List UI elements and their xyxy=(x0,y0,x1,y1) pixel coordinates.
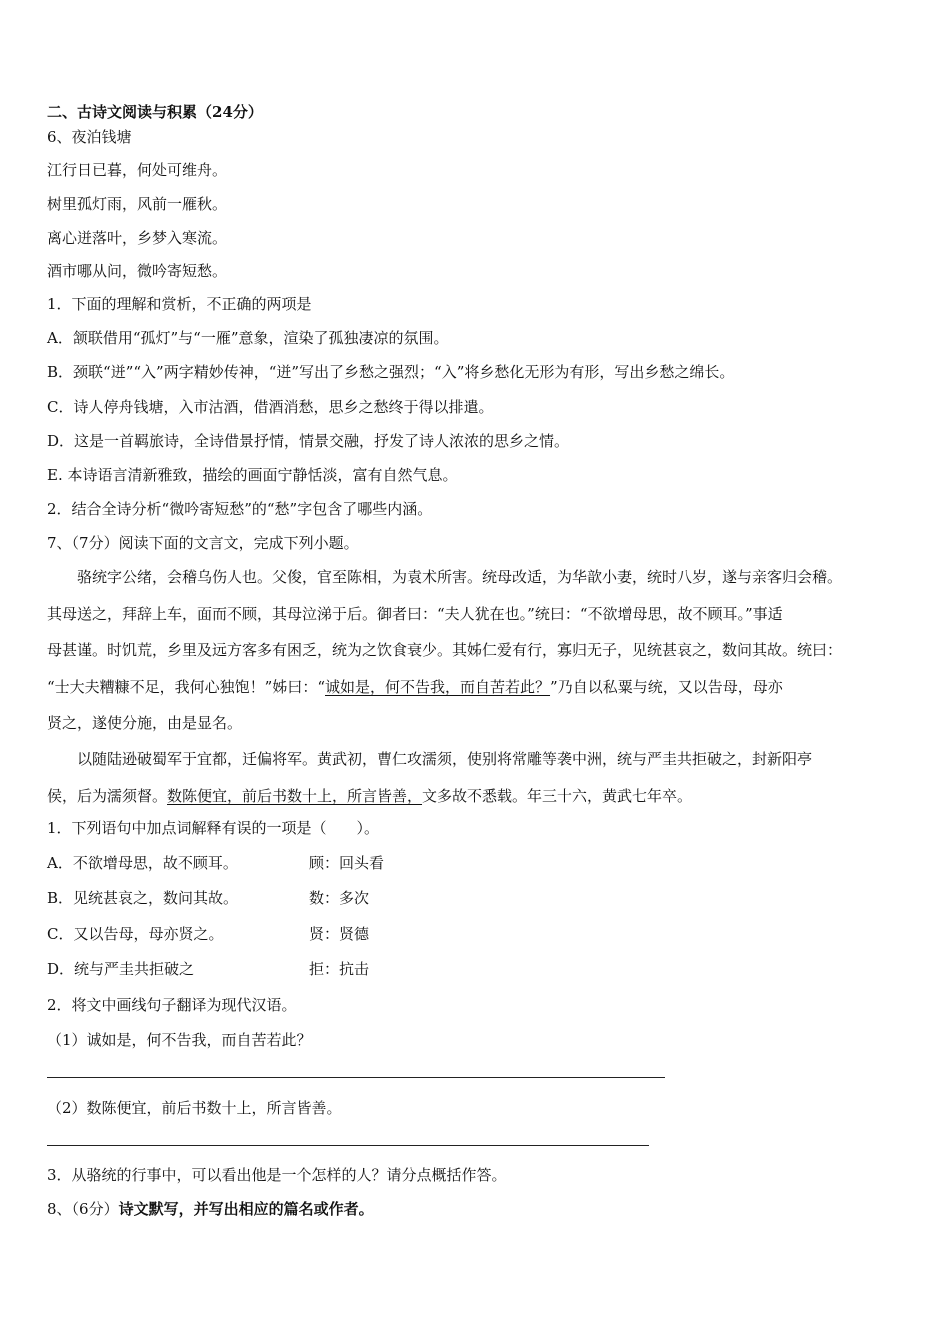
q6-option-e: E. 本诗语言清新雅致，描绘的画面宁静恬淡，富有自然气息。 xyxy=(47,466,458,484)
poem-line-4: 酒市哪从问，微吟寄短愁。 xyxy=(47,262,228,280)
q6-option-c: C．诗人停舟钱塘，入市沽酒，借酒消愁，思乡之愁终于得以排遣。 xyxy=(47,398,494,416)
q7-translate-item-1: （1）诚如是，何不告我，而自苦若此？ xyxy=(47,1031,312,1049)
passage-p1-line-1: 骆统字公绪，会稽乌伤人也。父俊，官至陈相，为袁术所害。统母改适，为华歆小妻，统时八岁，遂与亲客归会稽。 xyxy=(77,568,843,586)
poem-line-3: 离心迸落叶，乡梦入寒流。 xyxy=(47,229,228,247)
q6-title: 6、夜泊钱塘 xyxy=(47,128,132,146)
q8-heading xyxy=(47,1199,374,1219)
q7-option-c-gloss: 贤：贤德 xyxy=(309,925,370,943)
q7-translate-item-2: （2）数陈便宜，前后书数十上，所言皆善。 xyxy=(47,1099,342,1117)
q6-option-d: D．这是一首羁旅诗，全诗借景抒情，情景交融，抒发了诗人浓浓的思乡之情。 xyxy=(47,432,570,450)
q8-bold-text: 诗文默写，并写出相应的篇名或作者。 xyxy=(118,1200,374,1218)
underlined-sentence-1: 诚如是，何不告我，而自苦若此？ xyxy=(325,678,551,696)
q6-option-b: B．颈联“迸”“入”两字精妙传神，“迸”写出了乡愁之强烈；“入”将乡愁化无形为有形，写出乡愁之绵长。 xyxy=(47,363,735,381)
passage-p2-line-2-pre: 侯，后为濡须督。 xyxy=(47,787,168,805)
q7-heading: 7、（7分）阅读下面的文言文，完成下列小题。 xyxy=(47,534,359,552)
q7-option-c xyxy=(47,924,547,944)
passage-p1-line-4-post: 乃自以私粟与统，又以告母，母亦 xyxy=(557,678,783,696)
q7-option-a-sentence: A．不欲增母思，故不顾耳。 xyxy=(47,854,238,872)
passage-p2-line-1: 以随陆逊破蜀军于宜都，迁偏将军。黄武初，曹仁攻濡须，使别将常雕等袭中洲，统与严圭共拒破之，封新阳亭 xyxy=(77,750,813,768)
section-title: 二、古诗文阅读与积累（24分） xyxy=(47,103,263,121)
q7-option-d xyxy=(47,959,547,979)
q6-option-a: A．颔联借用“孤灯”与“一雁”意象，渲染了孤独凄凉的氛围。 xyxy=(47,329,449,347)
q8-prefix: 8、（6分） xyxy=(47,1200,119,1218)
q7-option-d-sentence: D．统与严圭共拒破之 xyxy=(47,960,195,978)
passage-p1-line-5: 贤之，遂使分施，由是显名。 xyxy=(47,714,243,732)
answer-blank-2[interactable] xyxy=(47,1145,649,1146)
q7-sub1-stem: 1．下列语句中加点词解释有误的一项是（ ）。 xyxy=(47,819,380,837)
passage-p1-line-4-pre: “士大夫糟糠不足，我何心独饱！”姊曰：“ xyxy=(47,678,326,696)
q7-option-a-gloss: 顾：回头看 xyxy=(309,854,385,872)
passage-p1-line-2: 其母送之，拜辞上车，面而不顾，其母泣涕于后。御者曰：“夫人犹在也。”统曰：“不欲增母思，故不顾耳。”事适 xyxy=(47,605,783,623)
q7-option-c-sentence: C．又以告母，母亦贤之。 xyxy=(47,925,224,943)
q6-sub1-stem: 1．下面的理解和赏析，不正确的两项是 xyxy=(47,295,312,313)
passage-quote-close: ” xyxy=(550,678,558,696)
q7-option-b-sentence: B．见统甚哀之，数问其故。 xyxy=(47,889,239,907)
passage-p2-line-2 xyxy=(47,786,692,806)
q7-option-b-gloss: 数：多次 xyxy=(309,889,370,907)
q6-sub2-stem: 2．结合全诗分析“微吟寄短愁”的“愁”字包含了哪些内涵。 xyxy=(47,500,433,518)
answer-blank-1[interactable] xyxy=(47,1077,665,1078)
q7-sub2-stem: 2．将文中画线句子翻译为现代汉语。 xyxy=(47,996,297,1014)
q7-option-a xyxy=(47,853,547,873)
passage-p1-line-4 xyxy=(47,677,783,697)
passage-p2-line-2-post: 文多故不悉载。年三十六，黄武七年卒。 xyxy=(422,787,693,805)
q7-option-d-gloss: 拒：抗击 xyxy=(309,960,370,978)
poem-line-1: 江行日已暮，何处可维舟。 xyxy=(47,161,228,179)
q7-sub3-stem: 3．从骆统的行事中，可以看出他是一个怎样的人？请分点概括作答。 xyxy=(47,1166,507,1184)
poem-line-2: 树里孤灯雨，风前一雁秋。 xyxy=(47,195,228,213)
q7-option-b xyxy=(47,888,547,908)
underlined-sentence-2: 数陈便宜，前后书数十上，所言皆善， xyxy=(167,787,423,805)
passage-p1-line-3: 母甚谨。时饥荒，乡里及远方客多有困乏，统为之饮食衰少。其姊仁爱有行，寡归无子，见统甚哀之，数问其故。统曰： xyxy=(47,641,843,659)
